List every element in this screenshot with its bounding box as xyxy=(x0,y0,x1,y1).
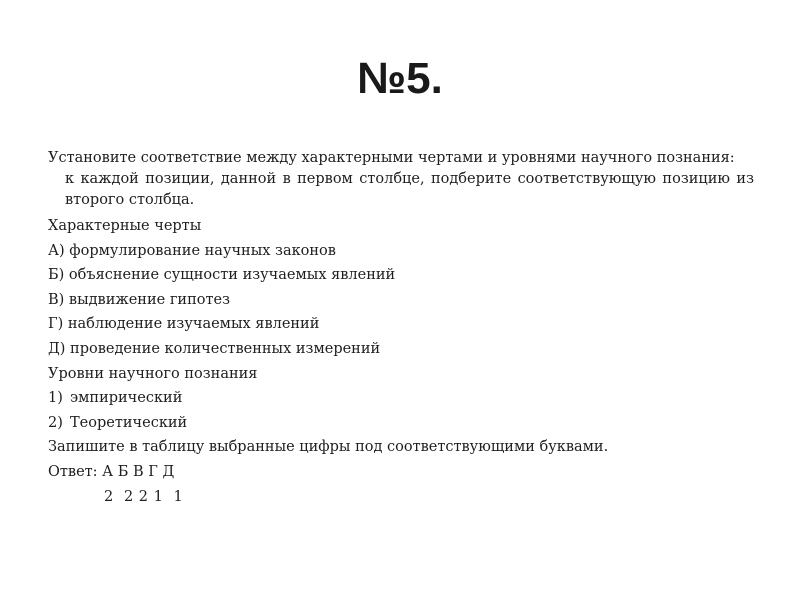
feature-item-a: А) формулирование научных законов xyxy=(48,242,336,259)
feature-item-v: В) выдвижение гипотез xyxy=(48,291,230,308)
level-item-2-number: 2) xyxy=(48,414,63,431)
slide-title: №5. xyxy=(357,54,443,103)
features-heading: Характерные черты xyxy=(48,218,202,234)
level-item-1-number: 1) xyxy=(48,390,63,407)
level-item-2 xyxy=(48,411,754,436)
answer-digits xyxy=(48,485,754,510)
feature-item-g: Г) наблюдение изучаемых явлений xyxy=(48,316,320,333)
level-item-2-label: Теоретический xyxy=(70,414,188,431)
feature-item-d: Д) проведение количественных измерений xyxy=(48,340,381,357)
task-statement-line-2: к каждой позиции, данной в первом столбце, подберите соответствующую позицию из второго столбца. xyxy=(65,171,754,208)
levels-heading: Уровни научного познания xyxy=(48,365,258,382)
answer-digits-text: 2 2 2 1 1 xyxy=(104,488,184,505)
task-statement-line-1: Установите соответствие между характерными чертами и уровнями научного познания: xyxy=(48,150,735,166)
level-item-1 xyxy=(48,386,754,411)
feature-item-b: Б) объяснение сущности изучаемых явлений xyxy=(48,267,396,284)
level-item-1-label: эмпирический xyxy=(70,390,183,407)
task-statement xyxy=(48,148,754,211)
task-body xyxy=(48,148,754,509)
answer-label: Ответ: А Б В Г Д xyxy=(48,463,175,480)
instruction: Запишите в таблицу выбранные цифры под соответствующими буквами. xyxy=(48,439,609,456)
